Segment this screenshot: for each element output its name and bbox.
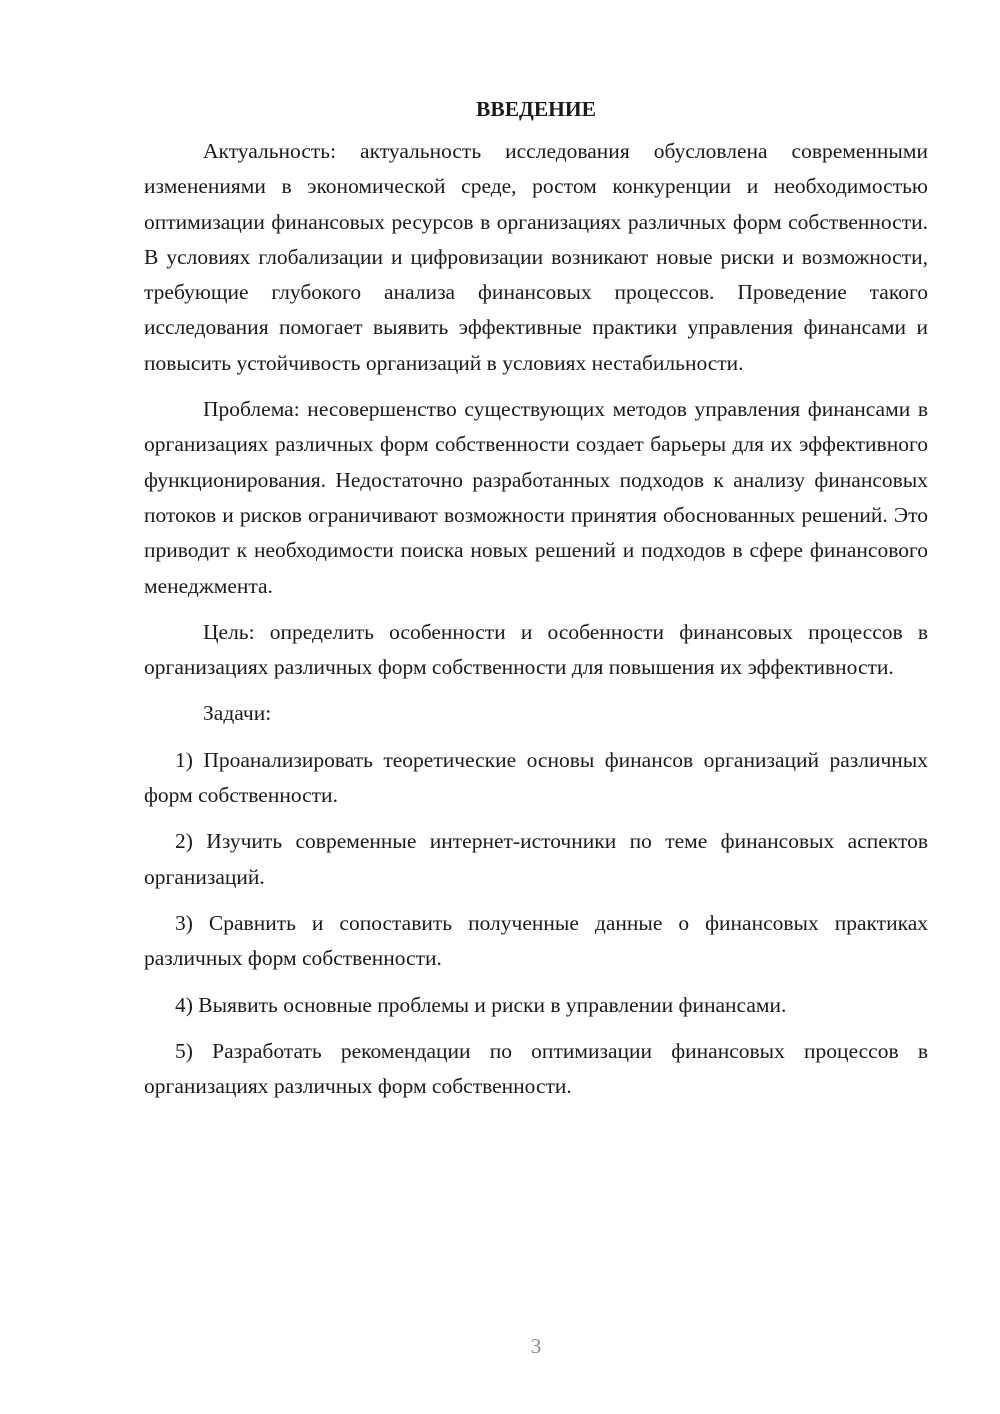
task-item-5: 5) Разработать рекомендации по оптимизации финансовых процессов в организациях различных форм собственности. [144, 1038, 928, 1099]
paragraph-goal: Цель: определить особенности и особенности финансовых процессов в организациях различных форм собственности для повышения их эффективности. [144, 619, 928, 680]
paragraph-problem: Проблема: несовершенство существующих методов управления финансами в организациях различных форм собственности создает барьеры для их эффективного функционирования. Недостаточно разработанных подходов к анализу финансовых потоков и рисков ограничивают возможности принятия обоснованных решений. Это приводит к необходимости поиска новых решений и подходов в сфере финансового менеджмента. [144, 397, 928, 598]
task-item-1: 1) Проанализировать теоретические основы финансов организаций различных форм собственности. [144, 747, 928, 808]
task-item-3: 3) Сравнить и сопоставить полученные данные о финансовых практиках различных форм собственности. [144, 910, 928, 971]
page-number: 3 [530, 1334, 542, 1358]
section-title: ВВЕДЕНИЕ [476, 97, 596, 121]
task-item-4: 4) Выявить основные проблемы и риски в управлении финансами. [175, 992, 787, 1017]
task-item-2: 2) Изучить современные интернет-источники по теме финансовых аспектов организаций. [144, 829, 928, 889]
page-content [144, 92, 928, 1104]
paragraph-relevance: Актуальность: актуальность исследования обусловлена современными изменениями в экономической среде, ростом конкуренции и необходимостью оптимизации финансовых ресурсов в организациях различных форм собственности. В условиях глобализации и цифровизации возникают новые риски и возможности, требующие глубокого анализа финансовых процессов. Проведение такого исследования помогает выявить эффективные практики управления финансами и повысить устойчивость организаций в условиях нестабильности. [144, 139, 928, 375]
tasks-heading: Задачи: [203, 701, 272, 726]
